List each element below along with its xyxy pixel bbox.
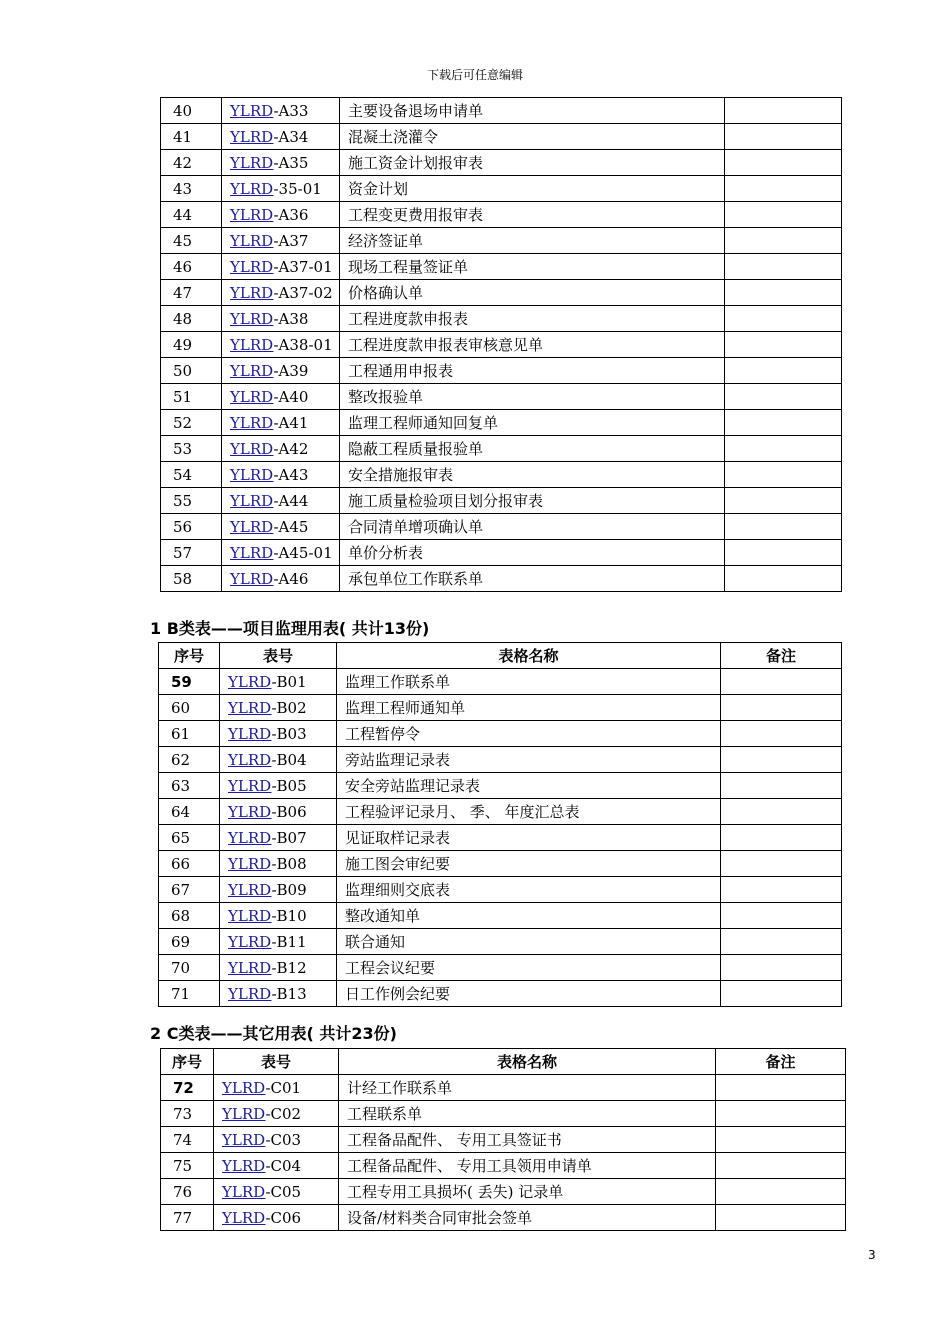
row-code xyxy=(222,306,340,332)
table-header-row xyxy=(159,643,842,669)
code-suffix: -A36 xyxy=(273,205,309,224)
row-code xyxy=(222,566,340,592)
row-form-name: 安全措施报审表 xyxy=(340,462,725,488)
row-seq: 48 xyxy=(161,306,222,332)
row-seq: 46 xyxy=(161,254,222,280)
code-prefix-link[interactable]: YLRD xyxy=(230,387,274,406)
table-row xyxy=(161,228,842,254)
row-seq: 70 xyxy=(159,955,220,981)
code-suffix: -A33 xyxy=(273,101,309,120)
row-note xyxy=(725,280,842,306)
column-header-name: 表格名称 xyxy=(337,643,721,669)
code-prefix-link[interactable]: YLRD xyxy=(230,361,274,380)
row-code xyxy=(220,981,337,1007)
row-form-name: 施工资金计划报审表 xyxy=(340,150,725,176)
row-code xyxy=(220,721,337,747)
row-seq: 62 xyxy=(159,747,220,773)
row-seq: 64 xyxy=(159,799,220,825)
row-note xyxy=(721,669,842,695)
row-form-name: 工程专用工具损坏( 丢失) 记录单 xyxy=(339,1179,716,1205)
column-header-name: 表格名称 xyxy=(339,1049,716,1075)
forms-table-b xyxy=(158,642,842,1007)
code-prefix-link[interactable]: YLRD xyxy=(228,932,272,951)
row-code xyxy=(220,695,337,721)
row-code xyxy=(222,124,340,150)
row-form-name: 工程进度款申报表审核意见单 xyxy=(340,332,725,358)
table-row xyxy=(161,1101,846,1127)
code-prefix-link[interactable]: YLRD xyxy=(228,828,272,847)
row-form-name: 混凝土浇灌令 xyxy=(340,124,725,150)
code-suffix: -A38 xyxy=(273,309,309,328)
row-form-name: 主要设备退场申请单 xyxy=(340,98,725,124)
forms-table-c xyxy=(160,1048,846,1231)
table-b-body xyxy=(159,669,842,1007)
row-note xyxy=(721,877,842,903)
table-c-body xyxy=(161,1075,846,1231)
row-code xyxy=(222,384,340,410)
row-code xyxy=(220,747,337,773)
row-seq: 75 xyxy=(161,1153,214,1179)
row-note xyxy=(725,98,842,124)
row-seq: 52 xyxy=(161,410,222,436)
row-seq: 77 xyxy=(161,1205,214,1231)
row-note xyxy=(725,410,842,436)
row-code xyxy=(222,488,340,514)
table-row xyxy=(159,981,842,1007)
code-suffix: -A41 xyxy=(273,413,309,432)
table-row xyxy=(161,306,842,332)
code-suffix: -C06 xyxy=(265,1208,302,1227)
table-row xyxy=(161,488,842,514)
code-prefix-link[interactable]: YLRD xyxy=(230,283,274,302)
row-code xyxy=(222,98,340,124)
row-seq: 50 xyxy=(161,358,222,384)
row-form-name: 工程进度款申报表 xyxy=(340,306,725,332)
row-seq: 44 xyxy=(161,202,222,228)
code-suffix: -A42 xyxy=(273,439,309,458)
row-form-name: 价格确认单 xyxy=(340,280,725,306)
column-header-note: 备注 xyxy=(716,1049,846,1075)
row-code xyxy=(214,1205,339,1231)
row-form-name: 工程备品配件、 专用工具签证书 xyxy=(339,1127,716,1153)
table-row xyxy=(161,280,842,306)
row-form-name: 施工图会审纪要 xyxy=(337,851,721,877)
row-note xyxy=(721,955,842,981)
row-seq: 47 xyxy=(161,280,222,306)
row-form-name: 监理工程师通知单 xyxy=(337,695,721,721)
table-row xyxy=(161,124,842,150)
row-code xyxy=(222,150,340,176)
row-seq: 51 xyxy=(161,384,222,410)
code-prefix-link[interactable]: YLRD xyxy=(230,153,274,172)
row-form-name: 工程联系单 xyxy=(339,1101,716,1127)
table-row xyxy=(161,332,842,358)
code-suffix: -A35 xyxy=(273,153,309,172)
row-form-name: 安全旁站监理记录表 xyxy=(337,773,721,799)
row-form-name: 见证取样记录表 xyxy=(337,825,721,851)
code-prefix-link[interactable]: YLRD xyxy=(230,517,274,536)
code-suffix: -A44 xyxy=(273,491,309,510)
row-code xyxy=(214,1127,339,1153)
row-note xyxy=(716,1179,846,1205)
row-seq: 66 xyxy=(159,851,220,877)
code-suffix: -C03 xyxy=(265,1130,302,1149)
row-note xyxy=(725,436,842,462)
code-suffix: -A38-01 xyxy=(273,335,333,354)
section-c-title: 2 C类表——其它用表( 共计23份) xyxy=(150,1024,397,1043)
table-row xyxy=(161,1075,846,1101)
table-row xyxy=(159,695,842,721)
row-code xyxy=(222,254,340,280)
table-row xyxy=(161,1153,846,1179)
code-prefix-link[interactable]: YLRD xyxy=(222,1182,266,1201)
table-row xyxy=(159,877,842,903)
code-prefix-link[interactable]: YLRD xyxy=(228,724,272,743)
row-seq: 42 xyxy=(161,150,222,176)
code-suffix: -B10 xyxy=(271,906,307,925)
row-form-name: 监理细则交底表 xyxy=(337,877,721,903)
table-row xyxy=(161,514,842,540)
code-suffix: -A40 xyxy=(273,387,309,406)
code-suffix: -C01 xyxy=(265,1078,302,1097)
code-prefix-link[interactable]: YLRD xyxy=(230,127,274,146)
code-prefix-link[interactable]: YLRD xyxy=(228,854,272,873)
table-row xyxy=(161,254,842,280)
code-suffix: -B09 xyxy=(271,880,307,899)
row-note xyxy=(721,981,842,1007)
row-code xyxy=(220,669,337,695)
section-b-title: 1 B类表——项目监理用表( 共计13份) xyxy=(150,619,430,638)
table-row xyxy=(159,955,842,981)
row-code xyxy=(222,436,340,462)
row-code xyxy=(214,1153,339,1179)
code-prefix-link[interactable]: YLRD xyxy=(230,569,274,588)
table-row xyxy=(161,98,842,124)
row-code xyxy=(214,1075,339,1101)
row-seq: 54 xyxy=(161,462,222,488)
row-form-name: 经济签证单 xyxy=(340,228,725,254)
code-suffix: -A39 xyxy=(273,361,309,380)
code-prefix-link[interactable]: YLRD xyxy=(228,698,272,717)
row-note xyxy=(725,202,842,228)
row-seq: 57 xyxy=(161,540,222,566)
row-note xyxy=(725,332,842,358)
table-row xyxy=(159,747,842,773)
row-form-name: 工程验评记录月、 季、 年度汇总表 xyxy=(337,799,721,825)
row-form-name: 监理工程师通知回复单 xyxy=(340,410,725,436)
code-prefix-link[interactable]: YLRD xyxy=(228,906,272,925)
code-prefix-link[interactable]: YLRD xyxy=(230,101,274,120)
code-suffix: -A37-02 xyxy=(273,283,333,302)
code-prefix-link[interactable]: YLRD xyxy=(230,309,274,328)
row-note xyxy=(721,825,842,851)
row-seq: 76 xyxy=(161,1179,214,1205)
code-suffix: -A45 xyxy=(273,517,309,536)
forms-table-a-continued xyxy=(160,97,842,592)
row-note xyxy=(716,1075,846,1101)
row-note xyxy=(721,695,842,721)
row-seq: 72 xyxy=(161,1075,214,1101)
table-row xyxy=(161,176,842,202)
code-prefix-link[interactable]: YLRD xyxy=(222,1156,266,1175)
code-prefix-link[interactable]: YLRD xyxy=(228,802,272,821)
code-prefix-link[interactable]: YLRD xyxy=(230,543,274,562)
code-suffix: -A34 xyxy=(273,127,309,146)
table-row xyxy=(159,669,842,695)
row-form-name: 工程暂停令 xyxy=(337,721,721,747)
row-form-name: 施工质量检验项目划分报审表 xyxy=(340,488,725,514)
row-note xyxy=(716,1153,846,1179)
code-prefix-link[interactable]: YLRD xyxy=(228,672,272,691)
code-prefix-link[interactable]: YLRD xyxy=(230,491,274,510)
row-seq: 40 xyxy=(161,98,222,124)
row-note xyxy=(725,124,842,150)
row-note xyxy=(725,358,842,384)
code-suffix: -35-01 xyxy=(273,179,322,198)
row-seq: 60 xyxy=(159,695,220,721)
table-header-row xyxy=(161,1049,846,1075)
table-row xyxy=(159,721,842,747)
row-note xyxy=(725,306,842,332)
row-seq: 49 xyxy=(161,332,222,358)
row-note xyxy=(725,254,842,280)
code-suffix: -C02 xyxy=(265,1104,302,1123)
code-prefix-link[interactable]: YLRD xyxy=(228,984,272,1003)
row-form-name: 单价分析表 xyxy=(340,540,725,566)
table-row xyxy=(161,410,842,436)
code-prefix-link[interactable]: YLRD xyxy=(230,413,274,432)
page-number: 3 xyxy=(868,1248,876,1262)
row-form-name: 工程通用申报表 xyxy=(340,358,725,384)
row-code xyxy=(220,851,337,877)
row-form-name: 合同清单增项确认单 xyxy=(340,514,725,540)
row-form-name: 整改报验单 xyxy=(340,384,725,410)
row-seq: 41 xyxy=(161,124,222,150)
row-code xyxy=(220,825,337,851)
row-note xyxy=(725,514,842,540)
code-suffix: -C05 xyxy=(265,1182,302,1201)
code-prefix-link[interactable]: YLRD xyxy=(222,1130,266,1149)
row-note xyxy=(725,228,842,254)
row-code xyxy=(222,462,340,488)
row-form-name: 旁站监理记录表 xyxy=(337,747,721,773)
code-prefix-link[interactable]: YLRD xyxy=(228,880,272,899)
row-form-name: 日工作例会纪要 xyxy=(337,981,721,1007)
table-row xyxy=(161,566,842,592)
row-code xyxy=(222,332,340,358)
table-row xyxy=(161,436,842,462)
row-form-name: 整改通知单 xyxy=(337,903,721,929)
code-suffix: -B06 xyxy=(271,802,307,821)
page-header: 下载后可任意编辑 xyxy=(426,68,523,82)
table-row xyxy=(161,1179,846,1205)
row-form-name: 现场工程量签证单 xyxy=(340,254,725,280)
table-row xyxy=(161,358,842,384)
table-row xyxy=(161,1127,846,1153)
row-note xyxy=(725,462,842,488)
code-suffix: -A37 xyxy=(273,231,309,250)
code-prefix-link[interactable]: YLRD xyxy=(222,1104,266,1123)
row-code xyxy=(220,773,337,799)
row-seq: 69 xyxy=(159,929,220,955)
table-row xyxy=(159,929,842,955)
code-prefix-link[interactable]: YLRD xyxy=(230,231,274,250)
code-suffix: -B04 xyxy=(271,750,307,769)
row-seq: 74 xyxy=(161,1127,214,1153)
code-suffix: -B11 xyxy=(271,932,307,951)
table-row xyxy=(161,150,842,176)
row-form-name: 承包单位工作联系单 xyxy=(340,566,725,592)
code-prefix-link[interactable]: YLRD xyxy=(222,1208,266,1227)
column-header-code: 表号 xyxy=(214,1049,339,1075)
code-suffix: -B12 xyxy=(271,958,307,977)
row-note xyxy=(721,773,842,799)
row-note xyxy=(721,721,842,747)
code-suffix: -A46 xyxy=(273,569,309,588)
row-seq: 61 xyxy=(159,721,220,747)
row-code xyxy=(222,514,340,540)
table-row xyxy=(159,851,842,877)
row-form-name: 计经工作联系单 xyxy=(339,1075,716,1101)
row-code xyxy=(220,929,337,955)
row-form-name: 资金计划 xyxy=(340,176,725,202)
row-note xyxy=(716,1127,846,1153)
code-suffix: -B07 xyxy=(271,828,307,847)
row-note xyxy=(725,384,842,410)
row-form-name: 联合通知 xyxy=(337,929,721,955)
row-seq: 43 xyxy=(161,176,222,202)
row-code xyxy=(220,799,337,825)
row-note xyxy=(725,540,842,566)
row-seq: 68 xyxy=(159,903,220,929)
column-header-code: 表号 xyxy=(220,643,337,669)
row-code xyxy=(222,358,340,384)
row-note xyxy=(725,488,842,514)
code-suffix: -A43 xyxy=(273,465,309,484)
row-seq: 67 xyxy=(159,877,220,903)
row-code xyxy=(222,280,340,306)
row-seq: 59 xyxy=(159,669,220,695)
row-code xyxy=(222,410,340,436)
row-seq: 45 xyxy=(161,228,222,254)
code-prefix-link[interactable]: YLRD xyxy=(228,958,272,977)
row-note xyxy=(716,1205,846,1231)
column-header-seq: 序号 xyxy=(159,643,220,669)
row-form-name: 工程会议纪要 xyxy=(337,955,721,981)
row-form-name: 隐蔽工程质量报验单 xyxy=(340,436,725,462)
row-seq: 63 xyxy=(159,773,220,799)
code-suffix: -B13 xyxy=(271,984,307,1003)
row-note xyxy=(721,903,842,929)
row-note xyxy=(725,150,842,176)
code-suffix: -C04 xyxy=(265,1156,302,1175)
row-seq: 65 xyxy=(159,825,220,851)
code-prefix-link[interactable]: YLRD xyxy=(230,179,274,198)
code-prefix-link[interactable]: YLRD xyxy=(230,465,274,484)
row-seq: 53 xyxy=(161,436,222,462)
table-row xyxy=(161,1205,846,1231)
table-row xyxy=(159,903,842,929)
code-prefix-link[interactable]: YLRD xyxy=(230,257,274,276)
row-code xyxy=(214,1101,339,1127)
code-prefix-link[interactable]: YLRD xyxy=(230,439,274,458)
row-code xyxy=(220,955,337,981)
code-suffix: -B08 xyxy=(271,854,307,873)
row-note xyxy=(721,747,842,773)
row-form-name: 监理工作联系单 xyxy=(337,669,721,695)
row-note xyxy=(725,566,842,592)
code-suffix: -B01 xyxy=(271,672,307,691)
code-suffix: -A37-01 xyxy=(273,257,333,276)
column-header-note: 备注 xyxy=(721,643,842,669)
row-seq: 58 xyxy=(161,566,222,592)
table-row xyxy=(159,799,842,825)
row-note xyxy=(716,1101,846,1127)
row-form-name: 设备/材料类合同审批会签单 xyxy=(339,1205,716,1231)
table-row xyxy=(161,202,842,228)
code-prefix-link[interactable]: YLRD xyxy=(230,335,274,354)
row-note xyxy=(721,851,842,877)
table-row xyxy=(159,825,842,851)
code-suffix: -B03 xyxy=(271,724,307,743)
code-prefix-link[interactable]: YLRD xyxy=(228,750,272,769)
row-seq: 73 xyxy=(161,1101,214,1127)
table-row xyxy=(161,540,842,566)
table-row xyxy=(161,384,842,410)
row-code xyxy=(220,903,337,929)
code-suffix: -A45-01 xyxy=(273,543,333,562)
code-suffix: -B02 xyxy=(271,698,307,717)
table-row xyxy=(159,773,842,799)
row-seq: 71 xyxy=(159,981,220,1007)
table-row xyxy=(161,462,842,488)
code-prefix-link[interactable]: YLRD xyxy=(228,776,272,795)
code-suffix: -B05 xyxy=(271,776,307,795)
row-code xyxy=(214,1179,339,1205)
row-note xyxy=(725,176,842,202)
row-note xyxy=(721,799,842,825)
column-header-seq: 序号 xyxy=(161,1049,214,1075)
table-a-body xyxy=(161,98,842,592)
row-code xyxy=(222,176,340,202)
row-form-name: 工程变更费用报审表 xyxy=(340,202,725,228)
row-code xyxy=(220,877,337,903)
row-code xyxy=(222,228,340,254)
row-code xyxy=(222,540,340,566)
row-code xyxy=(222,202,340,228)
row-seq: 56 xyxy=(161,514,222,540)
row-seq: 55 xyxy=(161,488,222,514)
row-note xyxy=(721,929,842,955)
row-form-name: 工程备品配件、 专用工具领用申请单 xyxy=(339,1153,716,1179)
code-prefix-link[interactable]: YLRD xyxy=(230,205,274,224)
code-prefix-link[interactable]: YLRD xyxy=(222,1078,266,1097)
